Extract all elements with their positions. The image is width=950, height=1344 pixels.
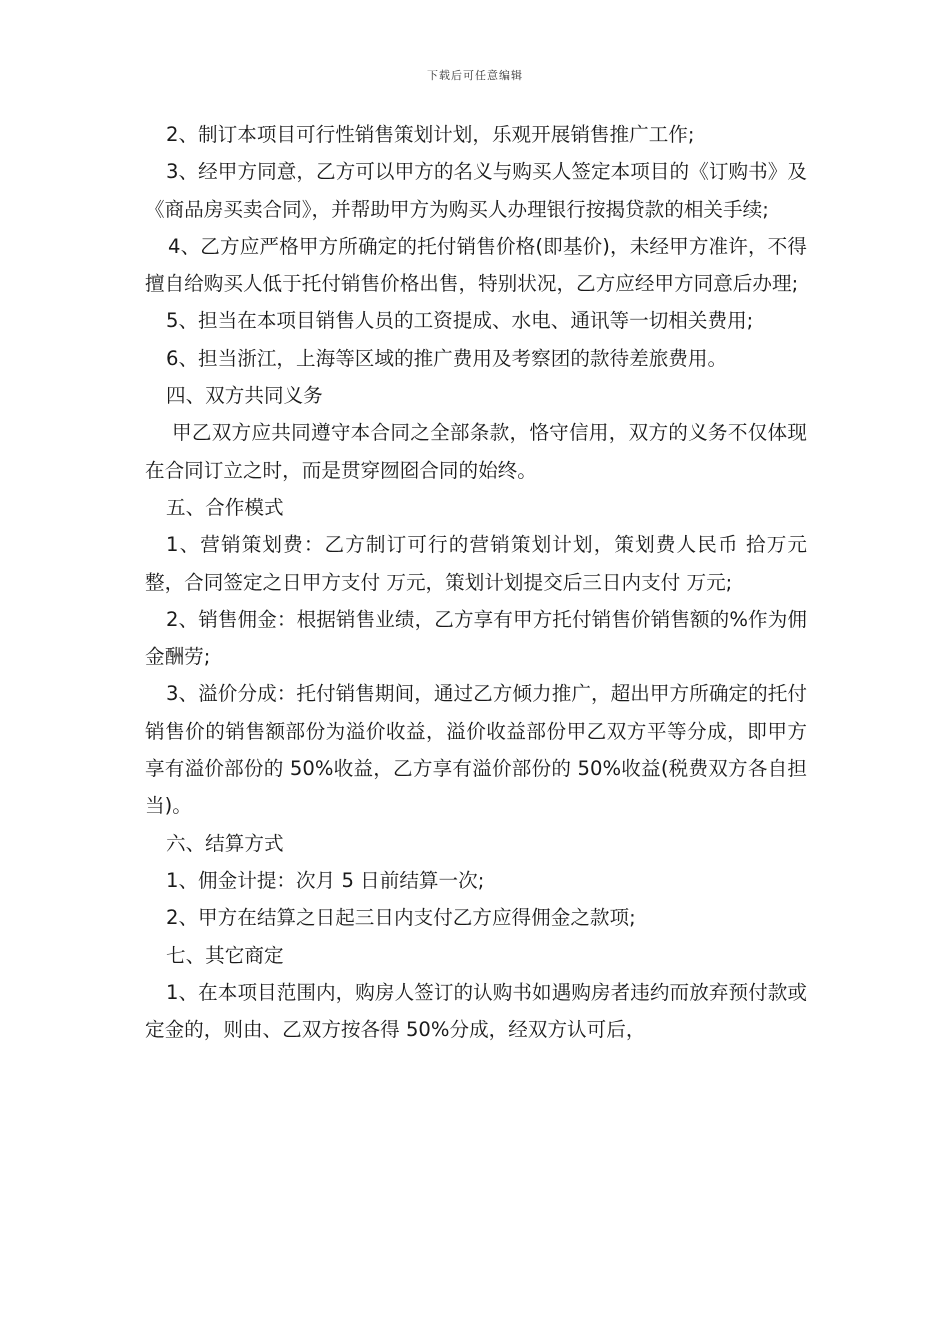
paragraph-payment-terms: 2、甲方在结算之日起三日内支付乙方应得佣金之款项; [166, 906, 636, 930]
paragraph-marketing-fee: 1、营销策划费：乙方制订可行的营销策划计划，策划费人民币 拾万元整，合同签定之日甲方支付 万元，策划计划提交后三日内支付 万元; [145, 533, 807, 594]
paragraph-sales-commission: 2、销售佣金：根据销售业绩，乙方享有甲方托付销售价销售额的%作为佣金酬劳; [145, 607, 807, 669]
paragraph-deposit-forfeit: 1、在本项目范围内，购房人签订的认购书如遇购房者违约而放弃预付款或定金的，则由、乙双方按各得 50%分成，经双方认可后， [145, 980, 807, 1042]
paragraph-clause-3-contract-signing: 3、经甲方同意，乙方可以甲方的名义与购买人签定本项目的《订购书》及《商品房买卖合同》，并帮助甲方为购买人办理银行按揭贷款的相关手续; [145, 160, 807, 221]
paragraph-joint-obligations: 甲乙双方应共同遵守本合同之全部条款，恪守信用，双方的义务不仅体现在合同订立之时，而是贯穿囫囵合同的始终。 [145, 421, 807, 482]
section-heading-cooperation-mode: 五、合作模式 [166, 495, 284, 519]
paragraph-commission-accrual: 1、佣金计提：次月 5 日前结算一次; [166, 868, 485, 892]
section-heading-other-agreements: 七、其它商定 [166, 943, 284, 967]
header-note: 下载后可任意编辑 [427, 69, 523, 82]
paragraph-premium-sharing: 3、溢价分成：托付销售期间，通过乙方倾力推广，超出甲方所确定的托付销售价的销售额部份为溢价收益，溢价收益部份甲乙双方平等分成，即甲方享有溢价部份的 50%收益，乙方享有溢价部份的 50%收益(税费双方各自担当)。 [145, 682, 807, 818]
section-heading-joint-obligations: 四、双方共同义务 [166, 384, 323, 408]
paragraph-clause-6-promotion-costs: 6、担当浙江，上海等区域的推广费用及考察团的款待差旅费用。 [166, 346, 728, 370]
section-heading-settlement: 六、结算方式 [166, 831, 284, 855]
document-body [145, 116, 807, 1048]
paragraph-clause-2-sales-plan: 2、制订本项目可行性销售策划计划，乐观开展销售推广工作; [166, 123, 695, 146]
paragraph-clause-5-costs: 5、担当在本项目销售人员的工资提成、水电、通讯等一切相关费用; [166, 309, 754, 333]
paragraph-clause-4-pricing: 4、乙方应严格甲方所确定的托付销售价格(即基价)，未经甲方准许，不得擅自给购买人低于托付销售价格出售，特别状况，乙方应经甲方同意后办理; [145, 234, 807, 296]
